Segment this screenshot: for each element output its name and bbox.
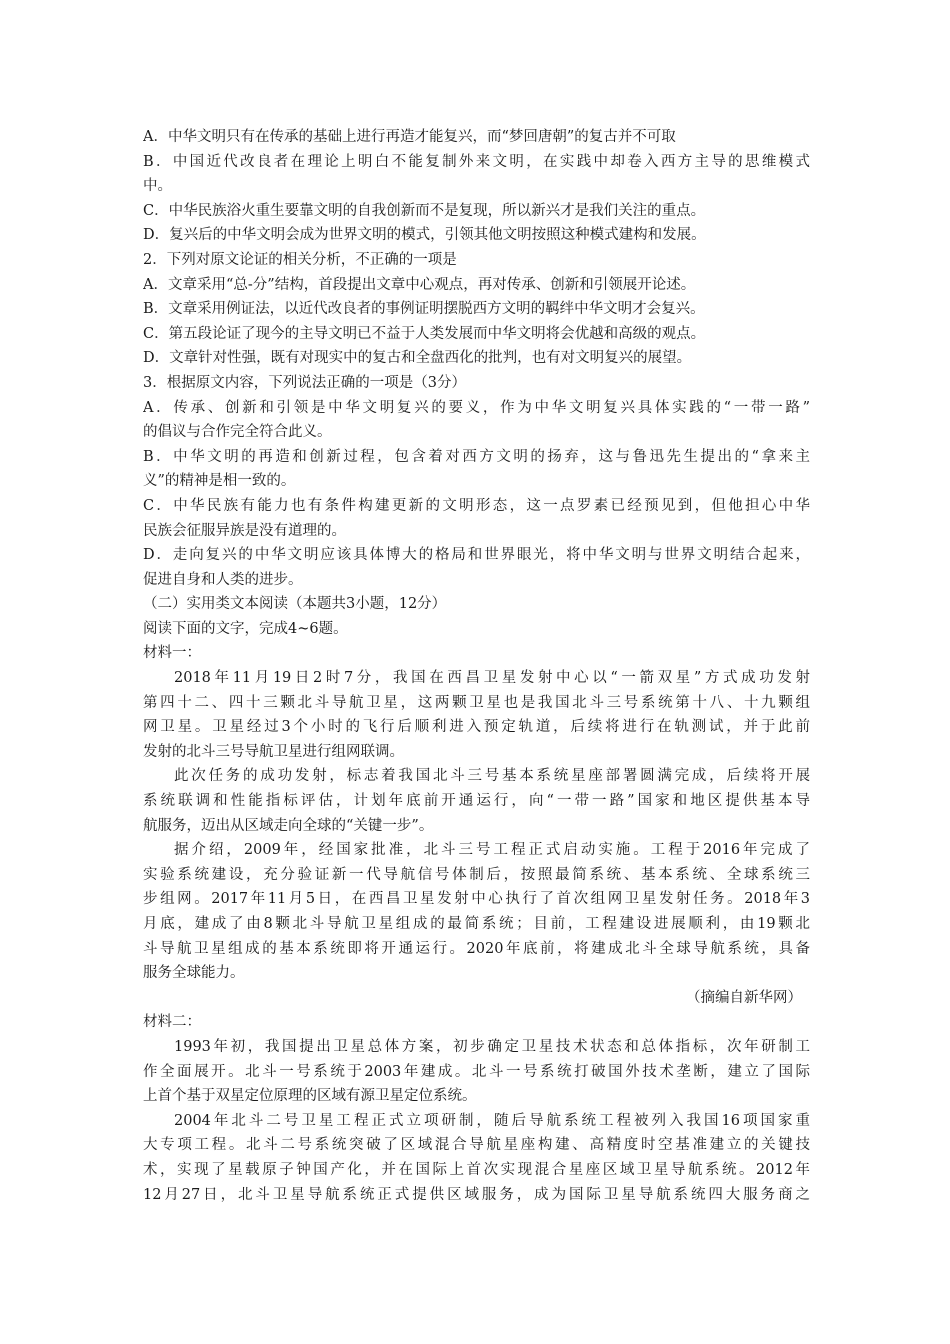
option-1d: D．复兴后的中华文明会成为世界文明的模式，引领其他文明按照这种模式建构和发展。 — [143, 227, 706, 244]
document-page — [143, 125, 810, 1207]
source-citation: （摘编自新华网） — [686, 989, 802, 1006]
paragraph-line: 上首个基于双星定位原理的区域有源卫星定位系统。 — [143, 1088, 477, 1105]
paragraph-line: 2018年11月19日2时7分，我国在西昌卫星发射中心以“一箭双星”方式成功发射 — [174, 670, 810, 687]
option-3a: A．传承、创新和引领是中华文明复兴的要义，作为中华文明复兴具体实践的“一带一路” — [143, 399, 810, 416]
option-3a-cont: 的倡议与合作完全符合此义。 — [143, 424, 332, 441]
option-1a: A．中华文明只有在传承的基础上进行再造才能复兴，而“梦回唐朝”的复古并不可取 — [143, 129, 676, 145]
section-heading: （二）实用类文本阅读（本题共3小题，12分） — [143, 596, 447, 613]
question-3: 3．根据原文内容，下列说法正确的一项是（3分） — [143, 374, 466, 391]
paragraph-line: 此次任务的成功发射，标志着我国北斗三号基本系统星座部署圆满完成，后续将开展 — [174, 768, 810, 785]
option-2d: D．文章针对性强，既有对现实中的复古和全盘西化的批判，也有对文明复兴的展望。 — [143, 350, 692, 367]
question-2: 2．下列对原文论证的相关分析，不正确的一项是 — [143, 251, 457, 268]
option-2b: B．文章采用例证法，以近代改良者的事例证明摆脱西方文明的羁绊中华文明才会复兴。 — [143, 301, 705, 318]
option-3d-cont: 促进自身和人类的进步。 — [143, 571, 303, 588]
option-1b: B．中国近代改良者在理论上明白不能复制外来文明，在实践中却卷入西方主导的思维模式 — [143, 153, 810, 170]
paragraph-line: 大专项工程。北斗二号系统突破了区域混合导航星座构建、高精度时空基准建立的关键技 — [143, 1137, 810, 1154]
paragraph-line: 服务全球能力。 — [143, 965, 245, 982]
material-one-label: 材料一： — [143, 645, 201, 662]
reading-instruction: 阅读下面的文字，完成4~6题。 — [143, 620, 348, 637]
paragraph-line: 第四十二、四十三颗北斗导航卫星，这两颗卫星也是我国北斗三号系统第十八、十九颗组 — [143, 694, 810, 711]
paragraph-line: 斗导航卫星组成的基本系统即将开通运行。2020年底前，将建成北斗全球导航系统，具备 — [143, 940, 810, 957]
paragraph-line: 12月27日，北斗卫星导航系统正式提供区域服务，成为国际卫星导航系统四大服务商之 — [143, 1186, 810, 1203]
paragraph-line: 步组网。2017年11月5日，在西昌卫星发射中心执行了首次组网卫星发射任务。2018年3 — [143, 891, 810, 908]
paragraph-line: 术，实现了星载原子钟国产化，并在国际上首次实现混合星座区域卫星导航系统。2012年 — [143, 1161, 810, 1178]
option-1b-cont: 中。 — [143, 178, 172, 195]
paragraph-line: 系统联调和性能指标评估，计划年底前开通运行，向“一带一路”国家和地区提供基本导 — [143, 793, 810, 810]
option-3c: C．中华民族有能力也有条件构建更新的文明形态，这一点罗素已经预见到，但他担心中华 — [143, 497, 810, 514]
option-3b-cont: 义”的精神是相一致的。 — [143, 473, 296, 490]
paragraph-line: 实验系统建设，充分验证新一代导航信号体制后，按照最简系统、基本系统、全球系统三 — [143, 866, 810, 883]
paragraph-line: 网卫星。卫星经过3个小时的飞行后顺利进入预定轨道，后续将进行在轨测试，并于此前 — [143, 719, 810, 736]
paragraph-line: 航服务，迈出从区域走向全球的“关键一步”。 — [143, 817, 434, 834]
option-3b: B．中华文明的再造和创新过程，包含着对西方文明的扬弃，这与鲁迅先生提出的“拿来主 — [143, 448, 810, 465]
option-1c: C．中华民族浴火重生要靠文明的自我创新而不是复现，所以新兴才是我们关注的重点。 — [143, 202, 706, 219]
option-2a: A．文章采用“总-分”结构，首段提出文章中心观点，再对传承、创新和引领展开论述。 — [143, 276, 696, 293]
paragraph-line: 发射的北斗三号导航卫星进行组网联调。 — [143, 743, 404, 760]
option-3d: D．走向复兴的中华文明应该具体博大的格局和世界眼光，将中华文明与世界文明结合起来， — [143, 547, 810, 564]
option-3c-cont: 民族会征服异族是没有道理的。 — [143, 522, 346, 539]
paragraph-line: 2004年北斗二号卫星工程正式立项研制，随后导航系统工程被列入我国16项国家重 — [174, 1112, 810, 1129]
paragraph-line: 作全面展开。北斗一号系统于2003年建成。北斗一号系统打破国外技术垄断，建立了国际 — [143, 1063, 810, 1080]
paragraph-line: 1993年初，我国提出卫星总体方案，初步确定卫星技术状态和总体指标，次年研制工 — [174, 1038, 810, 1055]
paragraph-line: 据介绍，2009年，经国家批准，北斗三号工程正式启动实施。工程于2016年完成了 — [174, 842, 810, 859]
material-two-label: 材料二： — [143, 1014, 201, 1031]
paragraph-line: 月底，建成了由8颗北斗导航卫星组成的最简系统；目前，工程建设进展顺利，由19颗北 — [143, 916, 810, 932]
option-2c: C．第五段论证了现今的主导文明已不益于人类发展而中华文明将会优越和高级的观点。 — [143, 325, 706, 342]
